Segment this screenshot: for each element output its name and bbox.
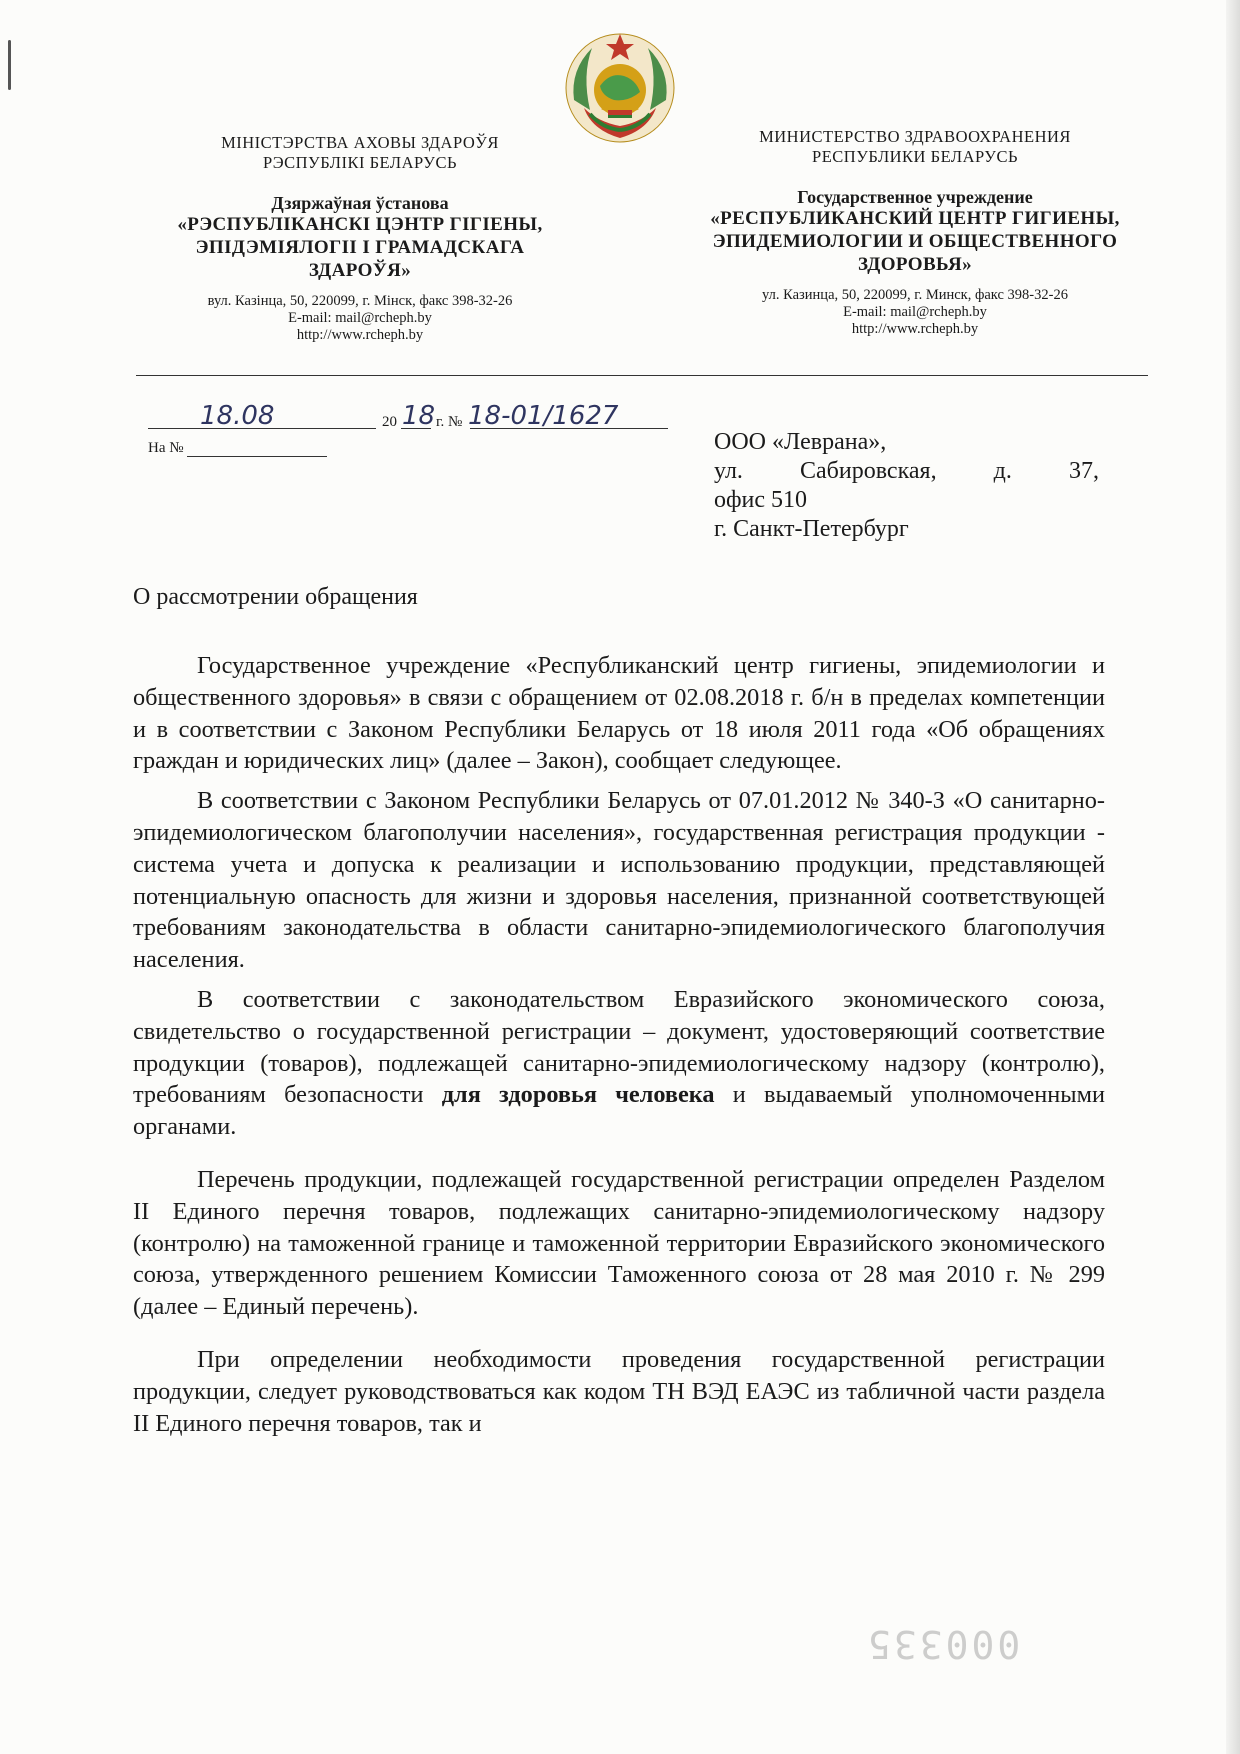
house-prefix: д. xyxy=(993,458,1012,484)
institution-website: http://www.rcheph.by xyxy=(296,327,424,344)
header-divider xyxy=(136,375,1148,376)
in-reply-line xyxy=(148,440,327,457)
institution-name-line3: ЗДОРОВЬЯ» xyxy=(857,253,973,275)
header-belarusian xyxy=(140,133,580,345)
ministry-name-line2: РЕСПУБЛИКИ БЕЛАРУСЬ xyxy=(812,146,1018,166)
addressee-city: г. Санкт-Петербург xyxy=(714,516,909,542)
institution-name-line3: ЗДАРОЎЯ» xyxy=(308,259,412,281)
header-russian xyxy=(665,127,1165,339)
street-prefix: ул. xyxy=(714,458,743,484)
institution-website: http://www.rcheph.by xyxy=(851,321,979,338)
binder-mark xyxy=(8,40,11,90)
institution-name-line1: «РЭСПУБЛІКАНСКІ ЦЭНТР ГІГІЕНЫ, xyxy=(177,214,543,236)
institution-name-line1: «РЕСПУБЛИКАНСКИЙ ЦЕНТР ГИГИЕНЫ, xyxy=(710,208,1120,230)
body-paragraph-2: В соответствии с Законом Республики Беларусь от 07.01.2012 № 340-З «О санитарно-эпидемиологическом благополучии населения», государственная регистрация продукции - система учета и допуска к реализации и использованию продукции, представляющей потенциальную опасность для жизни и здоровья населения, признанной соответствующей требованиям законодательства в области санитарно-эпидемиологического благополучия населения. xyxy=(133,787,1105,974)
addressee-block xyxy=(714,428,1099,544)
house-number: 37, xyxy=(1068,458,1099,484)
institution-type: Дзяржаўная ўстанова xyxy=(271,192,449,213)
p3-text-b: и выдаваемый уполномоченными органами. xyxy=(133,1081,1105,1141)
institution-email: E-mail: mail@rcheph.by xyxy=(843,303,987,320)
letter-subject: О рассмотрении обращения xyxy=(133,584,418,610)
state-emblem-icon xyxy=(562,30,678,146)
handwritten-number: 18-01/1627 xyxy=(468,401,619,431)
registration-line xyxy=(148,400,668,436)
institution-address: вул. Казінца, 50, 220099, г. Мінск, факс 398-32-26 xyxy=(207,292,513,309)
page-edge-shadow xyxy=(1226,0,1240,1754)
year-prefix: 20 xyxy=(382,414,397,430)
handwritten-year: 18 xyxy=(402,401,436,431)
bleed-through-serial-number: 000335 xyxy=(865,1622,1021,1666)
ministry-name-line1: МИНИСТЕРСТВО ЗДРАВООХРАНЕНИЯ xyxy=(759,127,1071,146)
p3-bold-text: для здоровья человека xyxy=(441,1081,715,1109)
body-paragraph-5: При определении необходимости проведения государственной регистрации продукции, следует руководствоваться как кодом ТН ВЭД ЕАЭС из табличной части раздела II Единого перечня товаров, так и xyxy=(133,1345,1105,1437)
body-paragraph-4: Перечень продукции, подлежащей государственной регистрации определен Разделом II Единого перечня товаров, подлежащих санитарно-эпидемиологическому надзору (контролю) на таможенной границе и таможенной территории Евразийского экономического союза, утвержденного решением Комиссии Таможенного союза от 28 мая 2010 г. № 299 (далее – Единый перечень). xyxy=(133,1165,1105,1321)
body-paragraph-1: Государственное учреждение «Республиканский центр гигиены, эпидемиологии и общественного здоровья» в связи с обращением от 02.08.2018 г. б/н в пределах компетенции и в соответствии с Законом Республики Беларусь от 18 июля 2011 года «Об обращениях граждан и юридических лиц» (далее – Закон), сообщает следующее. xyxy=(133,652,1105,775)
letter-body xyxy=(133,650,1105,1439)
street-name: Сабировская, xyxy=(800,458,937,484)
in-reply-label: На № xyxy=(148,440,184,456)
body-paragraph-3 xyxy=(133,984,1105,1143)
p3-text-a: В соответствии с законодательством Евразийского экономического союза, свидетельство о государственной регистрации – документ, удостоверяющий соответствие продукции (товаров), подлежащей санитарно-эпидемиологическому надзору (контролю), требованиям безопасности xyxy=(133,985,1105,1109)
institution-address: ул. Казинца, 50, 220099, г. Минск, факс 398-32-26 xyxy=(762,286,1068,303)
institution-name-line2: ЭПИДЕМИОЛОГИИ И ОБЩЕСТВЕННОГО xyxy=(712,230,1118,252)
addressee-office: офис 510 xyxy=(714,487,808,513)
ministry-name-line1: МІНІСТЭРСТВА АХОВЫ ЗДАРОЎЯ xyxy=(221,133,499,152)
institution-type: Государственное учреждение xyxy=(797,186,1033,207)
number-label: г. № xyxy=(436,414,463,430)
institution-email: E-mail: mail@rcheph.by xyxy=(288,309,432,326)
institution-name-line2: ЭПІДЭМІЯЛОГІІ І ГРАМАДСКАГА xyxy=(195,236,525,258)
addressee-street xyxy=(714,457,1099,486)
ministry-name-line2: РЭСПУБЛІКІ БЕЛАРУСЬ xyxy=(263,152,457,172)
addressee-company: ООО «Леврана», xyxy=(714,429,887,455)
handwritten-date: 18.08 xyxy=(200,401,275,431)
